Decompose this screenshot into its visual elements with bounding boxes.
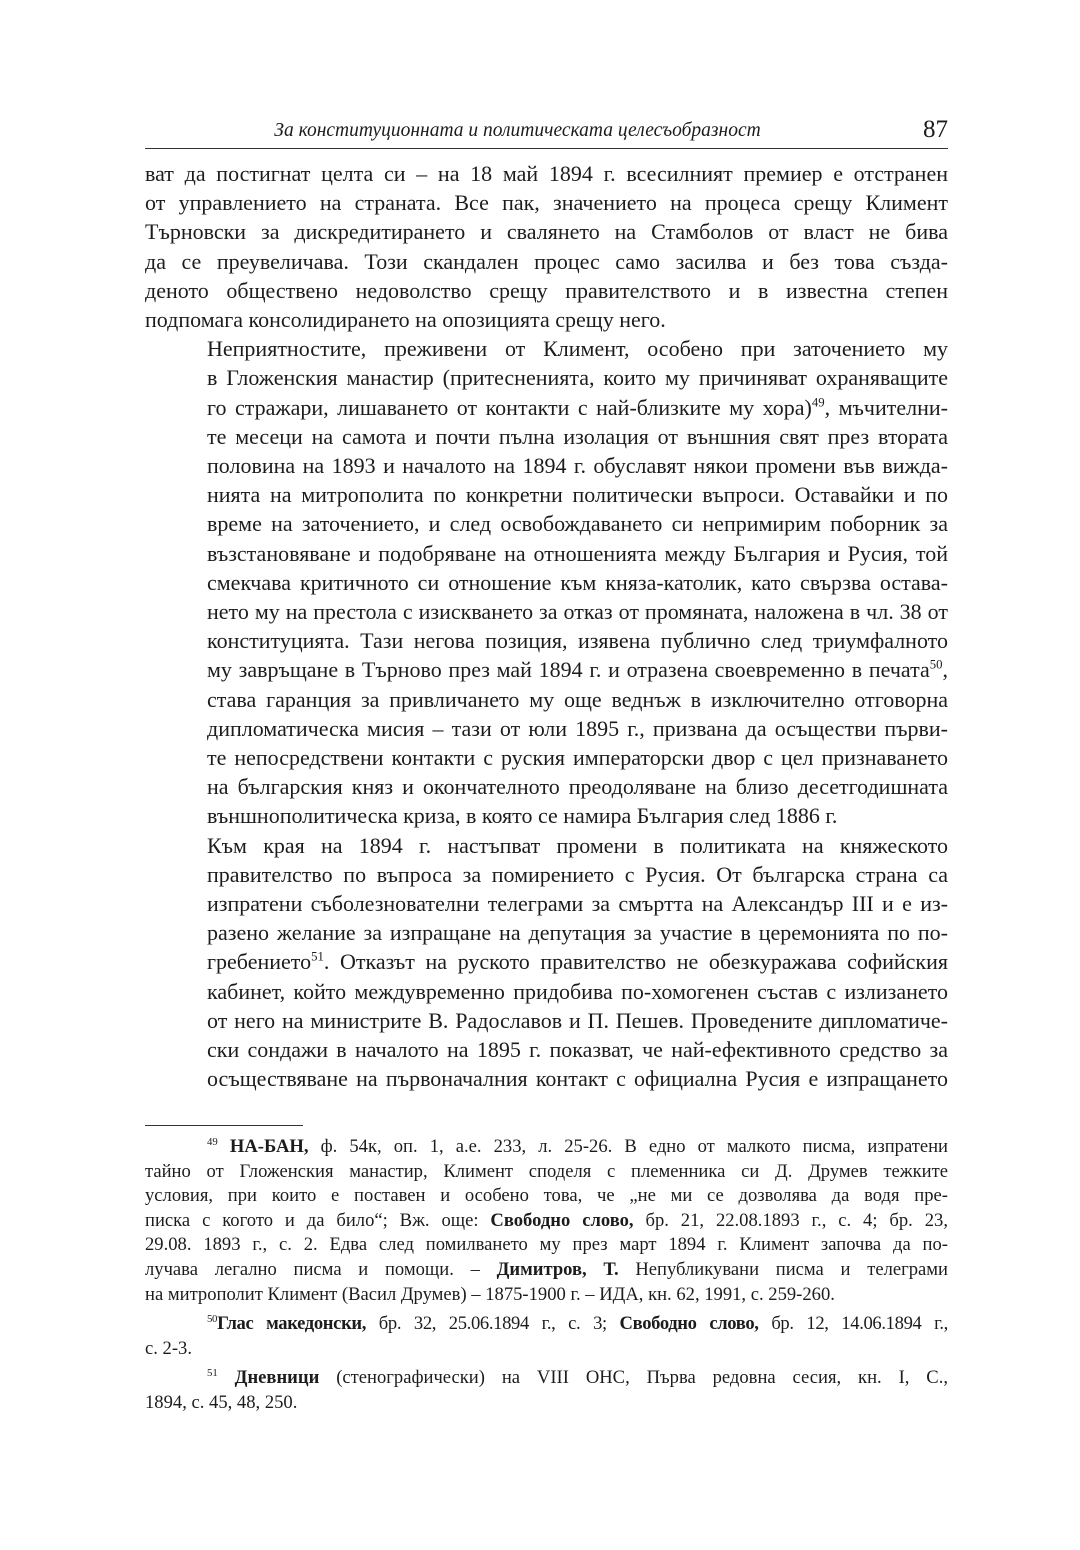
footnote-line [145,1135,948,1160]
text-line [145,393,948,422]
paragraph [145,159,948,334]
running-header [145,114,948,149]
text-fragment: , [942,657,948,683]
footnote-ref-49: 49 [811,395,825,410]
source-title: Свободно слово, [490,1209,634,1231]
text-line: кабинет, който междувременно придобива по-хомогенен състав с излизането [207,978,948,1004]
text-fragment: го стражари, лишаването от контакти с най-близките му хора) [207,394,812,420]
body-text [145,159,948,1094]
footnote-divider [145,1125,303,1126]
footnote-ref-51: 51 [311,950,324,965]
footnote-number: 51 [207,1367,218,1380]
footnote-ref-50: 50 [929,658,943,673]
source-title: Свободно слово, [619,1313,759,1335]
text-line: от управлението на страната. Все пак, значението на процеса срещу Климент [145,190,948,216]
text-line: конституцията. Тази негова позиция, изявена публично след триумфалното [207,628,948,654]
text-line: деното обществено недоволство срещу правителството и в известна степен [145,277,948,303]
footnote-49 [145,1135,948,1307]
text-line: в Гложенския манастир (притесненията, които му причиняват охраняващите [207,365,948,391]
text-line: възстановяване и подобряване на отношенията между България и Русия, той [207,540,948,566]
text-line: те месеци на самота и почти пълна изолация от външния свят през втората [207,423,948,449]
footnote-line: тайно от Гложенския манастир, Климент споделя с племенника си Д. Друмев тежките [145,1160,948,1182]
text-line: правителство по въпроса за помирението с Русия. От българска страна са [207,861,948,887]
text-fragment: му завръщане в Търново през май 1894 г. и отразена своевременно в печата [207,657,930,683]
text-line: време на заточението, и след освобождаването си непримирим поборник за [207,511,948,537]
text-line: изпратени съболезнователни телеграми за смъртта на Александър III и е из- [207,891,948,917]
text-line: на българския княз и окончателното преодоляване на близо десетгодишната [207,774,948,800]
text-line: дипломатическа мисия – тази от юли 1895 г., призвана да осъществи първи- [207,715,948,741]
source-title: Дневници [234,1367,320,1389]
text-line: ват да постигнат целта си – на 18 май 1894 г. всесилният премиер е отстранен [145,161,948,186]
text-fragment: лучава легално писма и помощи. – [145,1258,497,1280]
text-line: външнополитическа криза, в която се намира България след 1886 г. [207,803,838,829]
text-fragment: ф. 54к, оп. 1, а.е. 233, л. 25-26. В едно от малкото писма, изпратени [308,1136,948,1157]
footnote-line: 1894, с. 45, 48, 250. [145,1391,298,1413]
text-line: половина на 1893 и началото на 1894 г. обуславят някои промени във вижда- [207,453,948,479]
source-title: НА-БАН, [229,1136,309,1157]
text-line: те непосредствени контакти с руския императорски двор с цел признаването [207,745,948,771]
footnote-line: с. 2-3. [145,1337,192,1359]
text-line: смекчава критичното си отношение към княза-католик, като свързва остава- [207,569,948,595]
footnote-line [145,1312,948,1337]
text-fragment: писка с когото и да било“; Вж. още: [145,1209,491,1231]
footnote-51 [145,1366,948,1415]
text-line: разено желание за изпращане на депутация за участие в церемонията по по- [207,920,948,946]
footnote-50 [145,1312,948,1361]
text-line [145,655,948,684]
text-fragment: гребението [207,949,312,975]
text-fragment: , мъчителни- [824,394,948,420]
paragraph [145,334,948,830]
text-line: ски сондажи в началото на 1895 г. показват, че най-ефективното средство за [207,1037,948,1063]
text-fragment: Непубликувани писма и телеграми [618,1258,948,1280]
text-line: от него на министрите В. Радославов и П. Пешев. Проведените дипломатиче- [207,1007,948,1033]
running-title: За конституционната и политическата целесъобразност [274,120,761,141]
footnote-line [145,1366,948,1391]
text-line: подпомага консолидирането на опозицията срещу него. [145,307,666,333]
text-fragment: . Отказът на руското правителство не обезкуражава софийския [323,949,948,975]
text-line [145,947,948,976]
text-fragment: бр. 21, 22.08.1893 г., с. 4; бр. 23, [633,1209,948,1231]
text-line: става гаранция за привличането му още веднъж в изключително отговорна [207,686,948,712]
footnote-line: на митрополит Климент (Васил Друмев) – 1875-1900 г. – ИДА, кн. 62, 1991, с. 259-260. [145,1283,835,1305]
footnote-line [145,1209,948,1234]
page-number: 87 [923,116,948,143]
text-line: нията на митрополита по конкретни политически въпроси. Оставайки и по [207,482,948,508]
footnote-line: 29.08. 1893 г., с. 2. Едва след помилването му през март 1894 г. Климент започва да по- [145,1234,948,1256]
text-line: Към края на 1894 г. настъпват промени в политиката на княжеското [207,832,948,858]
footnote-line [145,1258,948,1283]
text-line: Неприятностите, преживени от Климент, особено при заточението му [207,336,948,362]
paragraph [145,831,948,1094]
author-name: Димитров, Т. [496,1258,619,1280]
footnotes [145,1135,948,1421]
text-line: Търновски за дискредитирането и свалянето на Стамболов от власт не бива [145,219,948,245]
footnote-number: 49 [207,1136,218,1148]
text-line: да се преувеличава. Този скандален процес само засилва и без това създа- [145,248,948,274]
source-title: Глас македонски, [217,1313,367,1335]
text-fragment: (стенографически) на VIII ОНС, Първа редовна сесия, кн. I, С., [319,1367,948,1389]
text-fragment: бр. 32, 25.06.1894 г., с. 3; [366,1313,620,1335]
text-fragment: бр. 12, 14.06.1894 г., [758,1313,948,1335]
text-line: нето му на престола с изискването за отказ от промяната, наложена в чл. 38 от [207,599,948,625]
text-line: осъществяване на първоначалния контакт с официална Русия е изпращането [207,1066,948,1092]
footnote-line: условия, при които е поставен и особено това, че „не ми се дозволява да водя пре- [145,1185,948,1207]
footnote-number: 50 [207,1313,218,1326]
